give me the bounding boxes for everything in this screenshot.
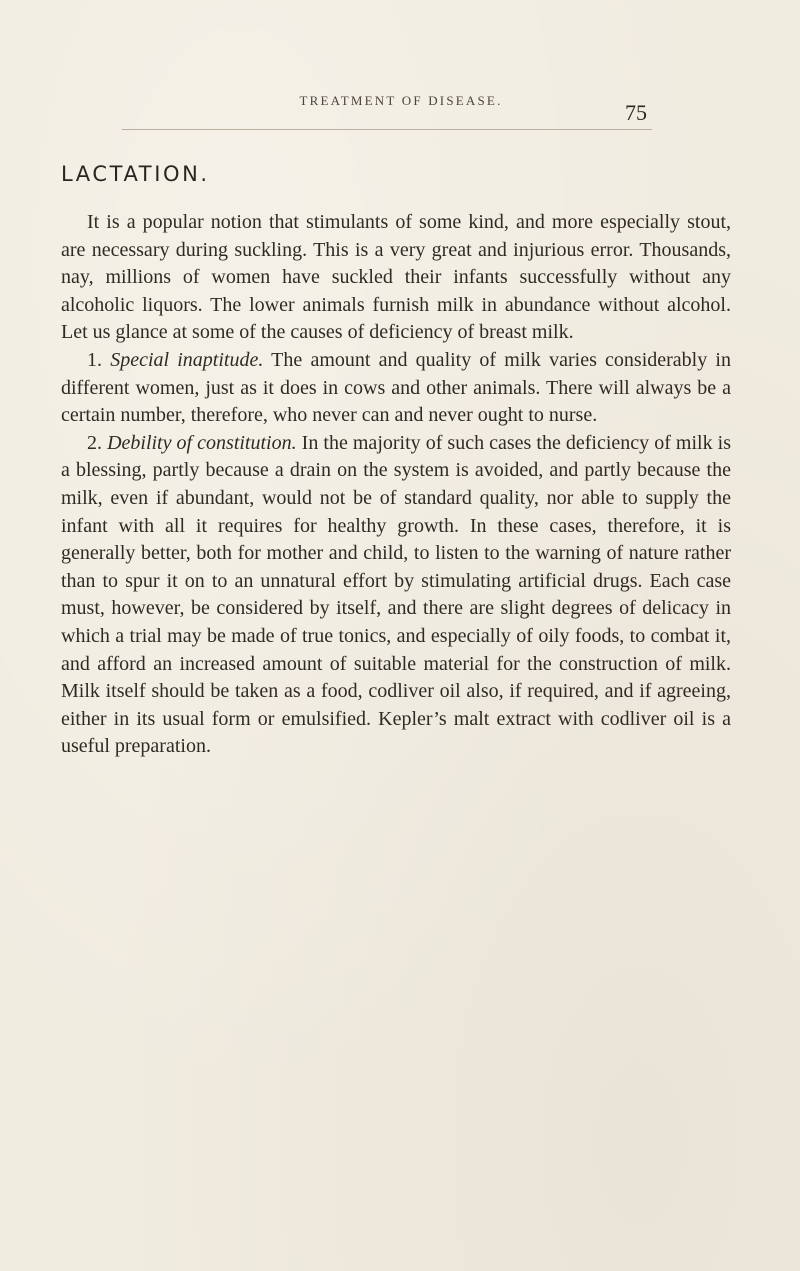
paragraph-number: 2. [87,431,102,454]
section-title: LACTATION. [61,162,210,186]
paragraph-text: In the majority of such cases the deficiency of milk is a blessing, partly because a drain on the system is avoided, and partly because the milk, even if abundant, would not be of standard quality, nor able to supply the infant with all it requires for healthy growth. In these cases, therefore, it is generally better, both for mother and child, to listen to the warning of nature rather than to spur it on to an unnatural effort by stimulating artificial drugs. Each case must, however, be considered by itself, and there are slight degrees of delicacy in which a trial may be made of true tonics, and especially of oily foods, to combat it, and afford an increased amount of suitable material for the construction of milk. Milk itself should be taken as a food, codliver oil also, if required, and if agreeing, either in its usual form or emulsified. Kepler’s malt extract with codliver oil is a useful preparation. [61,431,732,758]
paragraph-special-inaptitude [61,347,731,430]
paragraph-intro-text: It is a popular notion that stimulants of some kind, and more especially stout, are necessary during suckling. This is a very great and injurious error. Thousands, nay, millions of women have suckled their infants successfully without any alcoholic liquors. The lower animals furnish milk in abundance without alcohol. Let us glance at some of the causes of deficiency of breast milk. [61,211,731,344]
paragraph-heading: Debility of constitution. [107,431,297,454]
paragraph-heading: Special inaptitude. [110,348,264,371]
paragraph-debility-of-constitution [61,430,731,761]
page-number: 75 [625,100,647,125]
paragraph-text: The amount and quality of milk varies considerably in different women, just as it does in cows and other animals. There will always be a certain number, therefore, who never can and never ought to nurse. [61,348,731,427]
running-head: TREATMENT OF DISEASE. [299,93,503,108]
paragraph-number: 1. [87,348,102,371]
paragraph-intro [61,209,731,347]
body-text [61,209,731,761]
header-rule [122,129,652,130]
